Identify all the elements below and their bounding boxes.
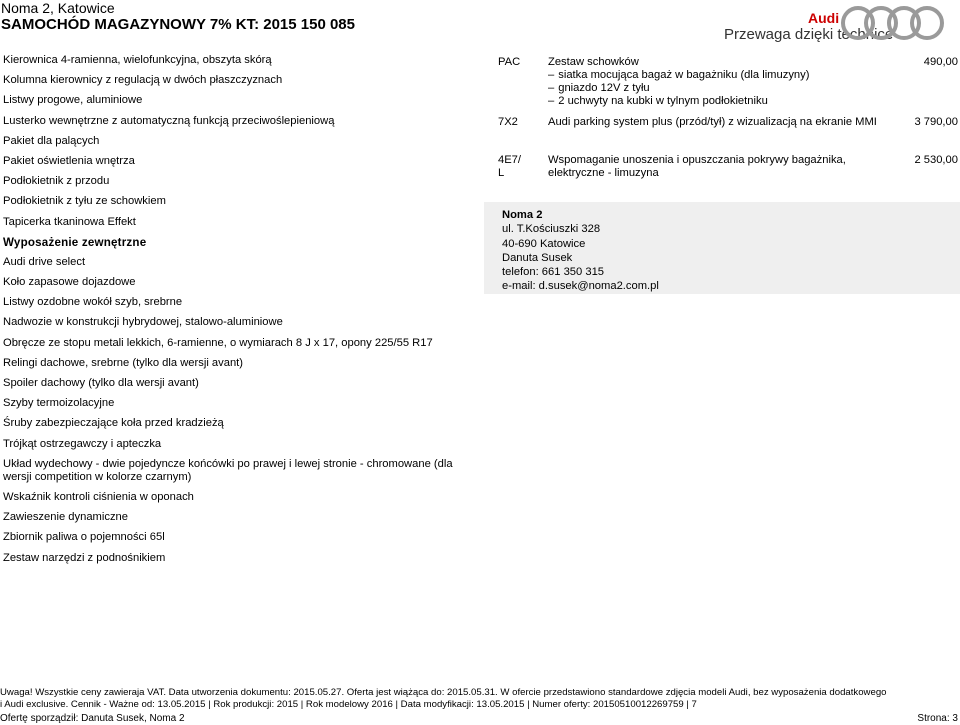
option-price: 3 790,00: [914, 116, 958, 128]
feature-item: Zawieszenie dynamiczne: [3, 511, 128, 524]
feature-item: Układ wydechowy - dwie pojedyncze końcówki po prawej i lewej stronie - chromowane (dla wersji competition w kolorze czarnym): [3, 457, 453, 483]
contact-phone: telefon: 661 350 315: [502, 266, 605, 278]
feature-item: Listwy progowe, aluminiowe: [3, 94, 143, 107]
option-code: 4E7/ L: [498, 154, 522, 179]
feature-item: Zbiornik paliwa o pojemności 65l: [3, 531, 165, 544]
option-description: Audi parking system plus (przód/tył) z wizualizacją na ekranie MMI: [548, 116, 877, 128]
contact-name: Noma 2: [502, 209, 543, 221]
footer-note-line: Uwaga! Wszystkie ceny zawieraja VAT. Data utworzenia dokumentu: 2015.05.27. Oferta jest wiążąca do: 2015.05.31. W ofercie przedstawiono standardowe zdjęcia modeli Audi, bez wyposażenia dodatkowego: [0, 687, 887, 698]
feature-item: Relingi dachowe, srebrne (tylko dla wersji avant): [3, 356, 244, 369]
option-code: PAC: [498, 56, 521, 68]
footer-notes: [0, 687, 960, 711]
feature-item: Pakiet dla palących: [3, 134, 100, 147]
section-heading: Wyposażenie zewnętrzne: [3, 235, 147, 249]
feature-item: Podłokietnik z przodu: [3, 175, 110, 188]
feature-item: Trójkąt ostrzegawczy i apteczka: [3, 437, 162, 450]
page-header: [0, 0, 960, 40]
feature-item: Kierownica 4-ramienna, wielofunkcyjna, obszyta skórą: [3, 54, 272, 66]
audi-logo: [626, 4, 960, 42]
option-price: 2 530,00: [914, 154, 958, 166]
option-price: 490,00: [923, 56, 958, 68]
footer-bottom: [0, 713, 960, 725]
feature-item: Lusterko wewnętrzne z automatyczną funkcją przeciwoślepieniową: [3, 114, 335, 127]
option-code: 7X2: [498, 116, 518, 128]
option-row: [498, 56, 958, 116]
contact-email[interactable]: e-mail: d.susek@noma2.com.pl: [502, 280, 659, 292]
contact-person: Danuta Susek: [502, 252, 573, 264]
feature-item: Audi drive select: [3, 255, 86, 268]
standard-equipment-list: [3, 54, 473, 572]
brand-tagline: Przewaga dzięki technice: [724, 26, 894, 42]
feature-item: Tapicerka tkaninowa Effekt: [3, 215, 136, 228]
feature-item: Kolumna kierownicy z regulacją w dwóch płaszczyznach: [3, 74, 283, 87]
dealer-name: Noma 2, Katowice: [1, 0, 115, 16]
options-table: [498, 56, 958, 184]
document-title: SAMOCHÓD MAGAZYNOWY 7% KT: 2015 150 085: [1, 16, 355, 33]
dealer-contact-box: [484, 202, 960, 294]
option-sub-item: – gniazdo 12V z tyłu: [548, 82, 878, 95]
option-title: Zestaw schowków: [548, 56, 639, 68]
brand-name: Audi: [808, 10, 840, 26]
option-description: [548, 56, 878, 108]
feature-item: Zestaw narzędzi z podnośnikiem: [3, 551, 166, 564]
prepared-by: Ofertę sporządził: Danuta Susek, Noma 2: [0, 713, 185, 724]
contact-city: 40-690 Katowice: [502, 238, 586, 250]
option-sub-item: – 2 uchwyty na kubki w tylnym podłokietniku: [548, 95, 878, 108]
option-sub-item: – siatka mocująca bagaż w bagażniku (dla limuzyny): [548, 69, 878, 82]
option-row: [498, 154, 958, 184]
feature-item: Koło zapasowe dojazdowe: [3, 276, 136, 289]
feature-item: Nadwozie w konstrukcji hybrydowej, stalowo-aluminiowe: [3, 316, 283, 329]
feature-item: Szyby termoizolacyjne: [3, 397, 115, 410]
feature-item: Obręcze ze stopu metali lekkich, 6-ramienne, o wymiarach 8 J x 17, opony 225/55 R17: [3, 336, 433, 349]
feature-item: Śruby zabezpieczające koła przed kradzieżą: [3, 417, 224, 430]
page-number: Strona: 3: [917, 713, 958, 724]
option-description: Wspomaganie unoszenia i opuszczania pokrywy bagażnika, elektryczne - limuzyna: [548, 154, 846, 179]
feature-item: Pakiet oświetlenia wnętrza: [3, 154, 135, 167]
footer-note-line: i Audi exclusive. Cennik - Ważne od: 13.05.2015 | Rok produkcji: 2015 | Rok modelowy 2016 | Data modyfikacji: 13.05.2015 | Numer oferty: 20150510012269759 | 7: [0, 699, 697, 710]
feature-item: Listwy ozdobne wokół szyb, srebrne: [3, 296, 183, 309]
feature-item: Wskaźnik kontroli ciśnienia w oponach: [3, 490, 194, 503]
feature-item: Podłokietnik z tyłu ze schowkiem: [3, 195, 166, 208]
option-row: [498, 116, 958, 154]
feature-item: Spoiler dachowy (tylko dla wersji avant): [3, 377, 199, 389]
contact-street: ul. T.Kościuszki 328: [502, 223, 601, 235]
